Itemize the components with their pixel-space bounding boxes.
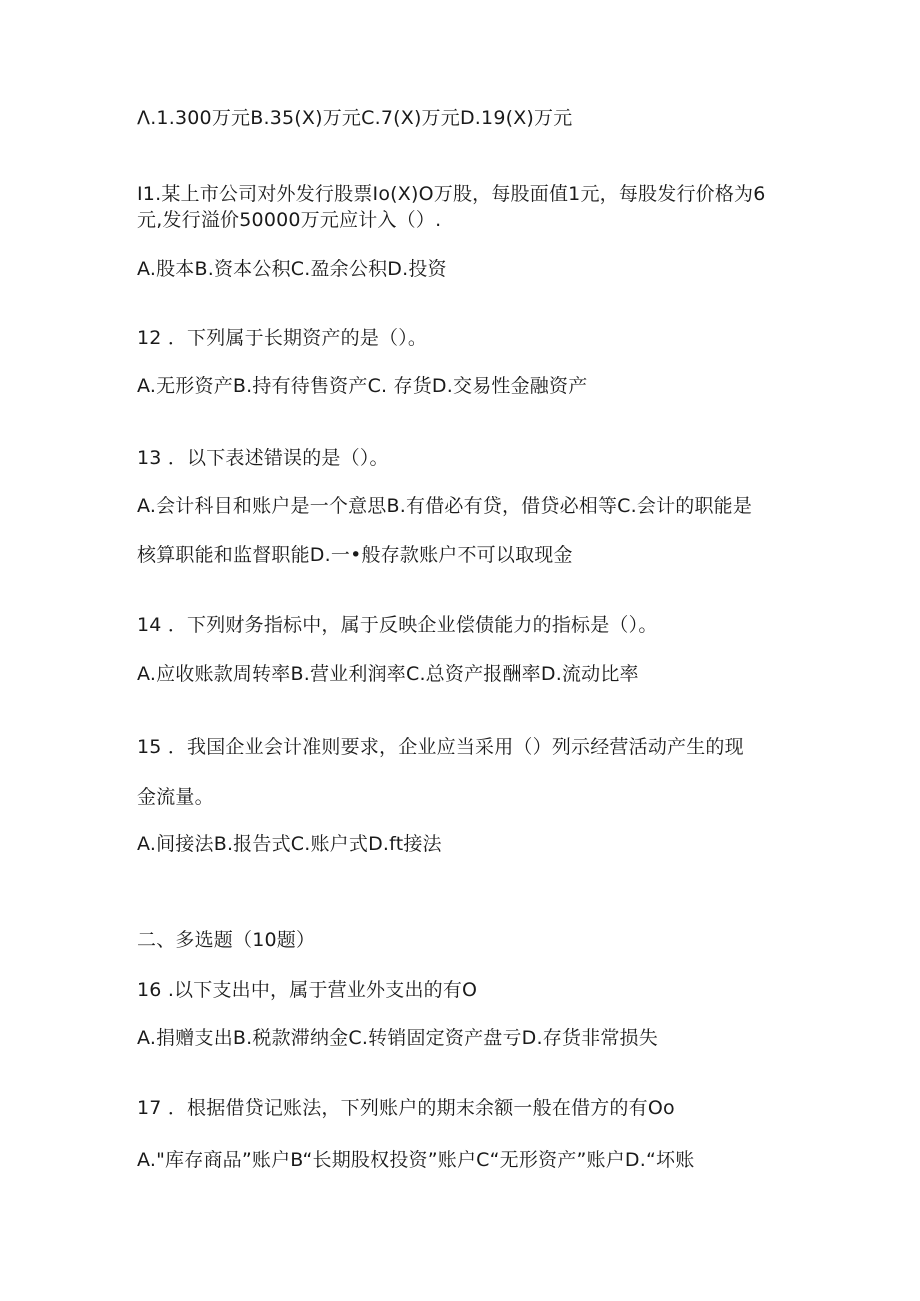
- q14-options: A.应收账款周转率B.营业利润率C.总资产报酬率D.流动比率: [137, 663, 639, 685]
- q16-question: 16 .以下支出中，属于营业外支出的有O: [137, 979, 478, 1001]
- q13-options-line-2: 核算职能和监督职能D.一•般存款账户不可以取现金: [137, 544, 573, 566]
- q12-question: 12 ．下列属于长期资产的是（）。: [137, 327, 428, 349]
- q15-question-line-2: 金流量。: [137, 786, 214, 808]
- q13-question: 13 ．以下表述错误的是（）。: [137, 447, 389, 469]
- q16-options: A.捐赠支出B.税款滞纳金C.转销固定资产盘亏D.存货非常损失: [137, 1027, 658, 1049]
- q15-options: A.间接法B.报告式C.账户式D.ft接法: [137, 833, 442, 855]
- q11-question-line-1: I1.某上市公司对外发行股票Io(X)O万股，每股面值1元，每股发行价格为6: [137, 183, 766, 205]
- q12-options: A.无形资产B.持有待售资产C. 存货D.交易性金融资产: [137, 375, 588, 397]
- q13-options-line-1: A.会计科目和账户是一个意思B.有借必有贷，借贷必相等C.会计的职能是: [137, 495, 753, 517]
- q14-question: 14 ．下列财务指标中，属于反映企业偿债能力的指标是（）。: [137, 614, 658, 636]
- q11-question-line-2: 元,发行溢价50000万元应计入（）.: [137, 209, 442, 231]
- section-heading-multiple-choice: 二、多选题（10题）: [137, 929, 316, 951]
- q15-question-line-1: 15 ．我国企业会计准则要求，企业应当采用（）列示经营活动产生的现: [137, 736, 744, 758]
- q11-options: A.股本B.资本公积C.盈余公积D.投资: [137, 258, 447, 280]
- q17-question: 17 ．根据借贷记账法，下列账户的期末余额一般在借方的有Oo: [137, 1097, 675, 1119]
- q17-options: A."库存商品”账户B“长期股权投资”账户C“无形资产”账户D.“坏账: [137, 1149, 695, 1171]
- q10-options: Λ.1.300万元B.35(X)万元C.7(X)万元D.19(X)万元: [137, 107, 573, 129]
